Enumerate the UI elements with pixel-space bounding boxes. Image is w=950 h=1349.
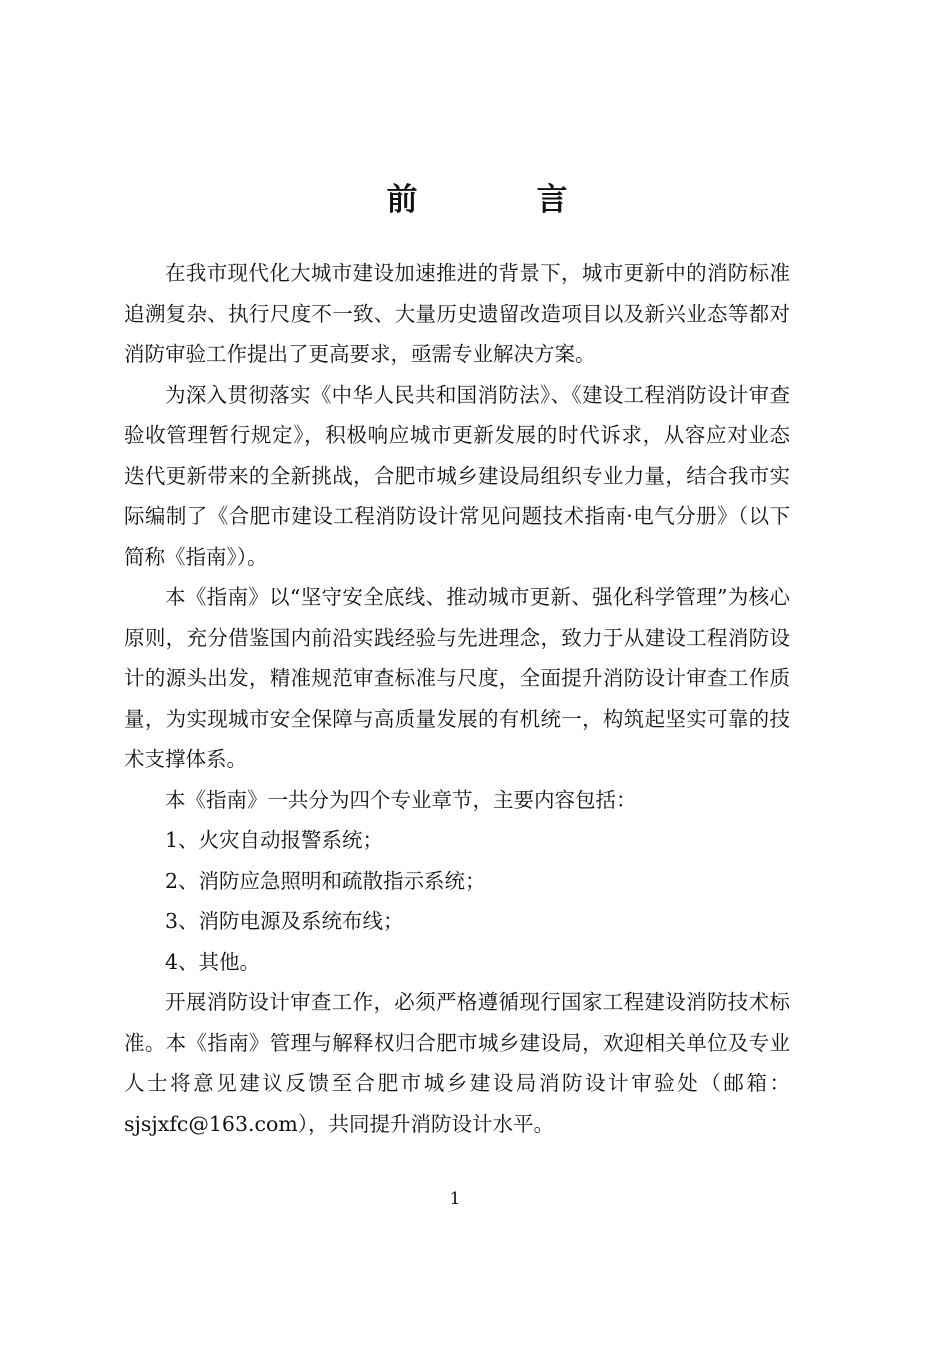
list-item-emergency-lighting: 2、消防应急照明和疏散指示系统；	[165, 868, 486, 893]
paragraph-contents-intro: 本《指南》一共分为四个专业章节，主要内容包括：	[165, 787, 637, 812]
paragraph-principles: 本《指南》以“坚守安全底线、推动城市更新、强化科学管理”为核心原则，充分借鉴国内前沿实践经验与先进理念，致力于从建设工程消防设计的源头出发，精准规范审查标准与尺度，全面提升消防设计审查工作质量，为实现城市安全保障与高质量发展的有机统一，构筑起坚实可靠的技术支撑体系。	[124, 585, 790, 771]
page-title: 前 言	[386, 182, 612, 218]
paragraph-closing: 开展消防设计审查工作，必须严格遵循现行国家工程建设消防技术标准。本《指南》管理与解释权归合肥市城乡建设局，欢迎相关单位及专业人士将意见建议反馈至合肥市城乡建设局消防设计审验处（邮箱：sjsjxfc@163.com），共同提升消防设计水平。	[124, 990, 790, 1136]
paragraph-purpose: 为深入贯彻落实《中华人民共和国消防法》、《建设工程消防设计审查验收管理暂行规定》，积极响应城市更新发展的时代诉求，从容应对业态迭代更新带来的全新挑战，合肥市城乡建设局组织专业力量，结合我市实际编制了《合肥市建设工程消防设计常见问题技术指南·电气分册》（以下简称《指南》）。	[124, 382, 790, 569]
list-item-other: 4、其他。	[165, 949, 261, 974]
page-number: 1	[449, 1189, 461, 1209]
list-item-fire-alarm: 1、火灾自动报警系统；	[165, 828, 384, 852]
paragraph-background: 在我市现代化大城市建设加速推进的背景下，城市更新中的消防标准追溯复杂、执行尺度不一致、大量历史遗留改造项目以及新兴业态等都对消防审验工作提出了更高要求，亟需专业解决方案。	[124, 261, 790, 366]
list-item-power-wiring: 3、消防电源及系统布线；	[165, 909, 404, 933]
document-body	[124, 253, 790, 1144]
